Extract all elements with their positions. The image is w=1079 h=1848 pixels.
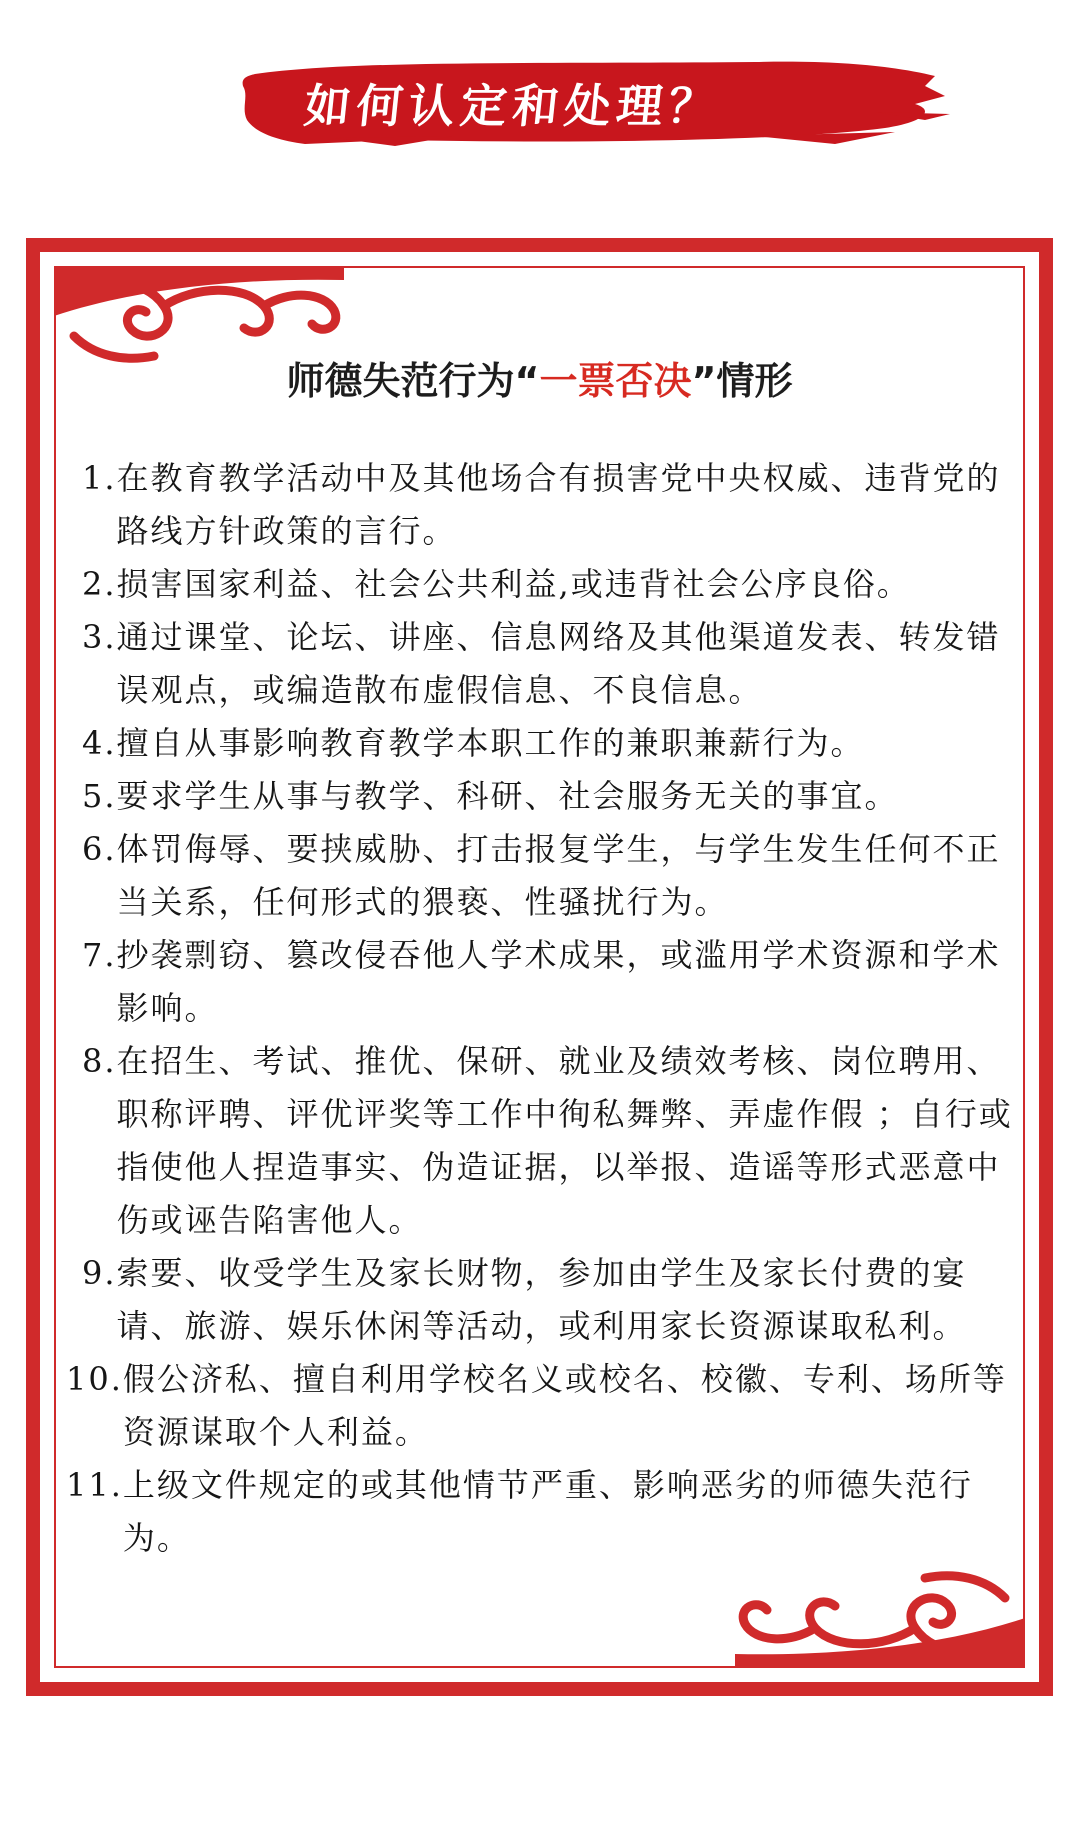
section-title-highlight: 一票否决 xyxy=(539,359,692,403)
header-banner xyxy=(235,52,955,152)
rule-number: 6. xyxy=(82,830,117,868)
rule-text: 上级文件规定的或其他情节严重、影响恶劣的师德失范行为。 xyxy=(122,1466,973,1557)
rule-item xyxy=(66,1353,1022,1459)
rule-text: 通过课堂、论坛、讲座、信息网络及其他渠道发表、转发错误观点，或编造散布虚假信息、不良信息。 xyxy=(116,618,1001,709)
rule-item xyxy=(66,1459,1022,1565)
rule-number: 5. xyxy=(82,777,117,815)
rule-item xyxy=(82,1247,1022,1353)
rules-list xyxy=(66,452,1022,1565)
section-title-suffix: ”情形 xyxy=(691,359,793,403)
rule-number: 9. xyxy=(82,1254,117,1292)
rule-text: 损害国家利益、社会公共利益,或违背社会公序良俗。 xyxy=(116,565,911,603)
rule-number: 2. xyxy=(82,565,117,603)
rule-text: 抄袭剽窃、篡改侵吞他人学术成果，或滥用学术资源和学术影响。 xyxy=(116,936,1001,1027)
rule-text: 擅自从事影响教育教学本职工作的兼职兼薪行为。 xyxy=(116,724,865,762)
rule-number: 11. xyxy=(66,1466,123,1504)
rule-number: 4. xyxy=(82,724,117,762)
rule-item xyxy=(82,452,1022,558)
section-title-prefix: 师德失范行为“ xyxy=(286,359,540,403)
rule-text: 在招生、考试、推优、保研、就业及绩效考核、岗位聘用、职称评聘、评优评奖等工作中徇私舞弊、弄虚作假 ；自行或指使他人捏造事实、伪造证据，以举报、造谣等形式恶意中伤或诬告陷害他人。 xyxy=(116,1042,1013,1239)
rule-text: 要求学生从事与教学、科研、社会服务无关的事宜。 xyxy=(116,777,899,815)
rule-item xyxy=(82,717,1022,770)
rule-text: 体罚侮辱、要挟威胁、打击报复学生，与学生发生任何不正当关系，任何形式的猥亵、性骚扰行为。 xyxy=(116,830,1001,921)
rule-number: 1. xyxy=(82,459,117,497)
rule-text: 索要、收受学生及家长财物，参加由学生及家长付费的宴请、旅游、娱乐休闲等活动，或利用家长资源谋取私利。 xyxy=(116,1254,967,1345)
rule-number: 3. xyxy=(82,618,117,656)
rule-number: 7. xyxy=(82,936,117,974)
rule-item xyxy=(82,611,1022,717)
rule-text: 在教育教学活动中及其他场合有损害党中央权威、违背党的路线方针政策的言行。 xyxy=(116,459,1001,550)
section-title xyxy=(0,350,1079,405)
rule-item xyxy=(82,558,1022,611)
rule-item xyxy=(82,929,1022,1035)
auspicious-cloud-icon xyxy=(735,1558,1025,1668)
rule-number: 10. xyxy=(66,1360,123,1398)
rule-number: 8. xyxy=(82,1042,117,1080)
rule-item xyxy=(82,823,1022,929)
rule-item xyxy=(82,770,1022,823)
banner-title: 如何认定和处理？ xyxy=(301,79,724,133)
rule-item xyxy=(82,1035,1022,1247)
rule-text: 假公济私、擅自利用学校名义或校名、校徽、专利、场所等资源谋取个人利益。 xyxy=(122,1360,1007,1451)
